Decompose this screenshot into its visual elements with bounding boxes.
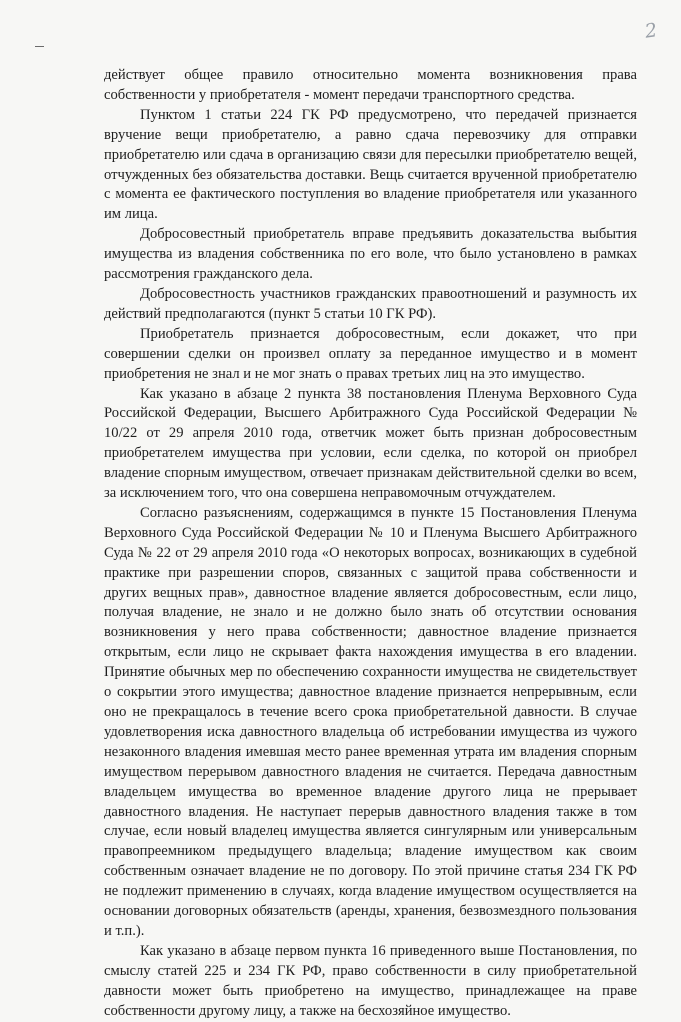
- paragraph-3: Добросовестный приобретатель вправе предъявить доказательства выбытия имущества из владения собственника по его воле, что было установлено в рамках рассмотрения гражданского дела.: [104, 226, 637, 283]
- paragraph-8: Как указано в абзаце первом пункта 16 приведенного выше Постановления, по смыслу статей 225 и 234 ГК РФ, право собственности в силу приобретательной давности может быть приобретено на имущество, принадлежащее на праве собственности другому лицу, а также на бесхозяйное имущество.: [104, 942, 637, 1019]
- paragraph-4: Добросовестность участников гражданских правоотношений и разумность их действий предполагаются (пункт 5 статьи 10 ГК РФ).: [104, 285, 637, 322]
- paragraph-1: действует общее правило относительно момента возникновения права собственности у приобретателя - момент передачи транспортного средства.: [104, 67, 637, 103]
- document-body: [104, 66, 637, 1022]
- scan-mark: [35, 46, 44, 47]
- paragraph-6: Как указано в абзаце 2 пункта 38 постановления Пленума Верховного Суда Российской Федерации, Высшего Арбитражного Суда Российской Федерации № 10/22 от 29 апреля 2010 года, ответчик может быть признан добросовестным приобретателем имущества при условии, если сделка, по которой он приобрел владение спорным имуществом, отвечает признакам действительной сделки во всем, за исключением того, что она совершена неправомочным отчуждателем.: [104, 385, 637, 502]
- paragraph-5: Приобретатель признается добросовестным, если докажет, что при совершении сделки он произвел оплату за переданное имущество и в момент приобретения не знал и не мог знать о правах третьих лиц на это имущество.: [104, 325, 637, 382]
- paragraph-2: Пунктом 1 статьи 224 ГК РФ предусмотрено, что передачей признается вручение вещи приобретателю, а равно сдача перевозчику для отправки приобретателю или сдача в организацию связи для пересылки приобретателю вещей, отчужденных без обязательства доставки. Вещь считается врученной приобретателю с момента ее фактического поступления во владение приобретателя или указанного им лица.: [104, 106, 637, 223]
- page-number: 2: [643, 19, 659, 43]
- paragraph-7: Согласно разъяснениям, содержащимся в пункте 15 Постановления Пленума Верховного Суда Российской Федерации № 10 и Пленума Высшего Арбитражного Суда № 22 от 29 апреля 2010 года «О некоторых вопросах, возникающих в судебной практике при разрешении споров, связанных с защитой права собственности и других вещных прав», давностное владение является добросовестным, если лицо, получая владение, не знало и не должно было знать об отсутствии основания возникновения у него права собственности; давностное владение признается открытым, если лицо не скрывает факта нахождения имущества в его владении. Принятие обычных мер по обеспечению сохранности имущества не свидетельствует о сокрытии этого имущества; давностное владение признается непрерывным, если оно не прекращалось в течение всего срока приобретательной давности. В случае удовлетворения иска давностного владельца об истребовании имущества из чужого незаконного владения имевшая место ранее временная утрата им владения спорным имуществом перерывом давностного владения не считается. Передача давностным владельцем имущества во временное владение другого лица не прерывает давностного владения. Не наступает перерыв давностного владения также в том случае, если новый владелец имущества является сингулярным или универсальным правопреемником предыдущего владельца; владение имуществом как своим собственным означает владение не по договору. По этой причине статья 234 ГК РФ не подлежит применению в случаях, когда владение имуществом осуществляется на основании договорных обязательств (аренды, хранения, безвозмездного пользования и т.п.).: [104, 504, 637, 939]
